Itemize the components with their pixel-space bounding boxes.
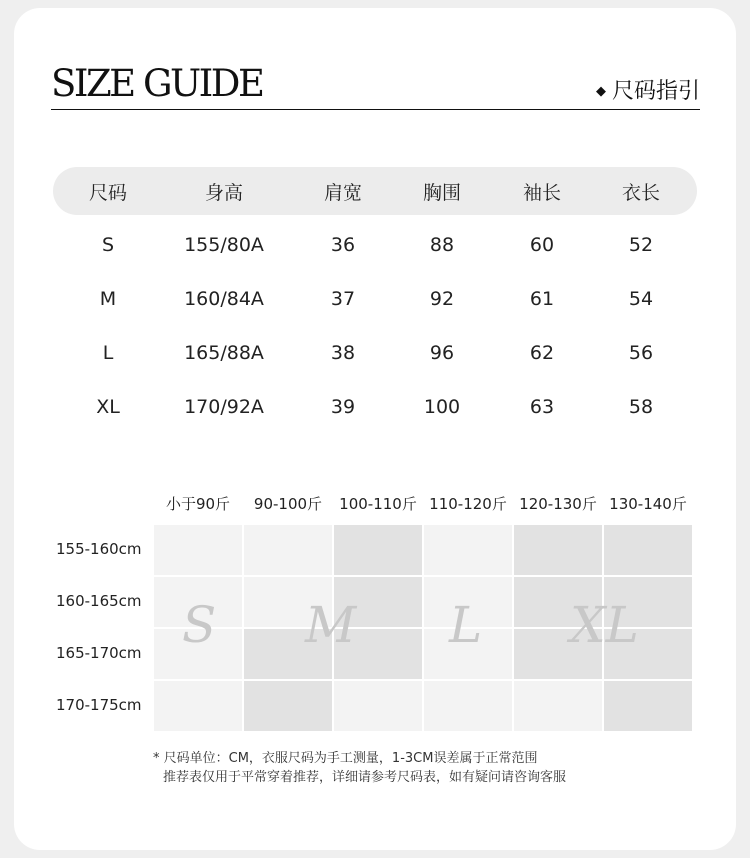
- height-row-label: 155-160cm: [56, 540, 142, 558]
- grid-cell: [154, 525, 242, 575]
- size-table-cell: 63: [529, 396, 555, 418]
- size-table-cell: 36: [330, 234, 356, 256]
- size-table-header-cell: 尺码: [88, 182, 127, 204]
- size-table-cell: 100: [423, 396, 461, 418]
- size-table-cell: 96: [429, 342, 455, 364]
- size-table-cell: 39: [330, 396, 356, 418]
- grid-cell: [244, 681, 332, 731]
- grid-cell: [514, 681, 602, 731]
- diamond-icon: ◆: [595, 84, 606, 99]
- size-table-cell: M: [99, 288, 117, 310]
- grid-cell: [334, 525, 422, 575]
- size-table-cell: 62: [529, 342, 555, 364]
- weight-column-label: 100-110斤: [339, 495, 417, 513]
- grid-cell: [424, 681, 512, 731]
- size-table-header-cell: 肩宽: [323, 182, 362, 204]
- size-zone-label: L: [449, 596, 483, 654]
- size-table-header-cell: 袖长: [522, 182, 561, 204]
- size-table-cell: 61: [529, 288, 555, 310]
- size-table-cell: 160/84A: [184, 288, 264, 310]
- grid-cell: [604, 525, 692, 575]
- height-row-label: 165-170cm: [56, 644, 142, 662]
- size-zone-label: XL: [570, 596, 639, 654]
- grid-cell: [154, 681, 242, 731]
- size-table-cell: 38: [330, 342, 356, 364]
- size-table-header-cell: 身高: [204, 182, 243, 204]
- title-divider: [51, 109, 700, 110]
- size-table-cell: 88: [429, 234, 455, 256]
- height-row-label: 160-165cm: [56, 592, 142, 610]
- size-table-cell: 37: [330, 288, 356, 310]
- size-table-cell: 60: [529, 234, 555, 256]
- size-table-cell: XL: [96, 396, 120, 418]
- grid-cell: [424, 525, 512, 575]
- size-zone-label: S: [182, 596, 217, 654]
- height-row-label: 170-175cm: [56, 696, 142, 714]
- grid-cell: [334, 681, 422, 731]
- size-table-cell: 58: [628, 396, 654, 418]
- grid-cell: [514, 525, 602, 575]
- size-table-cell: S: [101, 234, 115, 256]
- size-zone-label: M: [305, 596, 357, 654]
- size-table-cell: 155/80A: [184, 234, 264, 256]
- size-table-header-cell: 衣长: [621, 182, 660, 204]
- weight-column-label: 小于90斤: [165, 495, 231, 513]
- note-line-1: * 尺码单位：CM，衣服尺码为手工测量，1-3CM误差属于正常范围: [153, 751, 538, 766]
- page-title: SIZE GUIDE: [51, 62, 263, 105]
- size-table-cell: 56: [628, 342, 654, 364]
- subtitle-text: 尺码指引: [611, 79, 700, 104]
- note-line-2: 推荐表仅用于平常穿着推荐，详细请参考尺码表，如有疑问请咨询客服: [163, 770, 567, 785]
- size-table-cell: 52: [628, 234, 654, 256]
- size-table-cell: L: [102, 342, 114, 364]
- size-table-cell: 92: [429, 288, 455, 310]
- size-table-cell: 165/88A: [184, 342, 264, 364]
- weight-column-label: 110-120斤: [429, 495, 507, 513]
- size-table-cell: 170/92A: [184, 396, 264, 418]
- grid-cell: [244, 525, 332, 575]
- page-subtitle: [596, 74, 700, 105]
- weight-column-label: 90-100斤: [253, 495, 323, 513]
- size-table-header-cell: 胸围: [422, 182, 461, 204]
- weight-column-label: 120-130斤: [519, 495, 597, 513]
- weight-column-label: 130-140斤: [609, 495, 687, 513]
- grid-cell: [604, 681, 692, 731]
- size-table-cell: 54: [628, 288, 654, 310]
